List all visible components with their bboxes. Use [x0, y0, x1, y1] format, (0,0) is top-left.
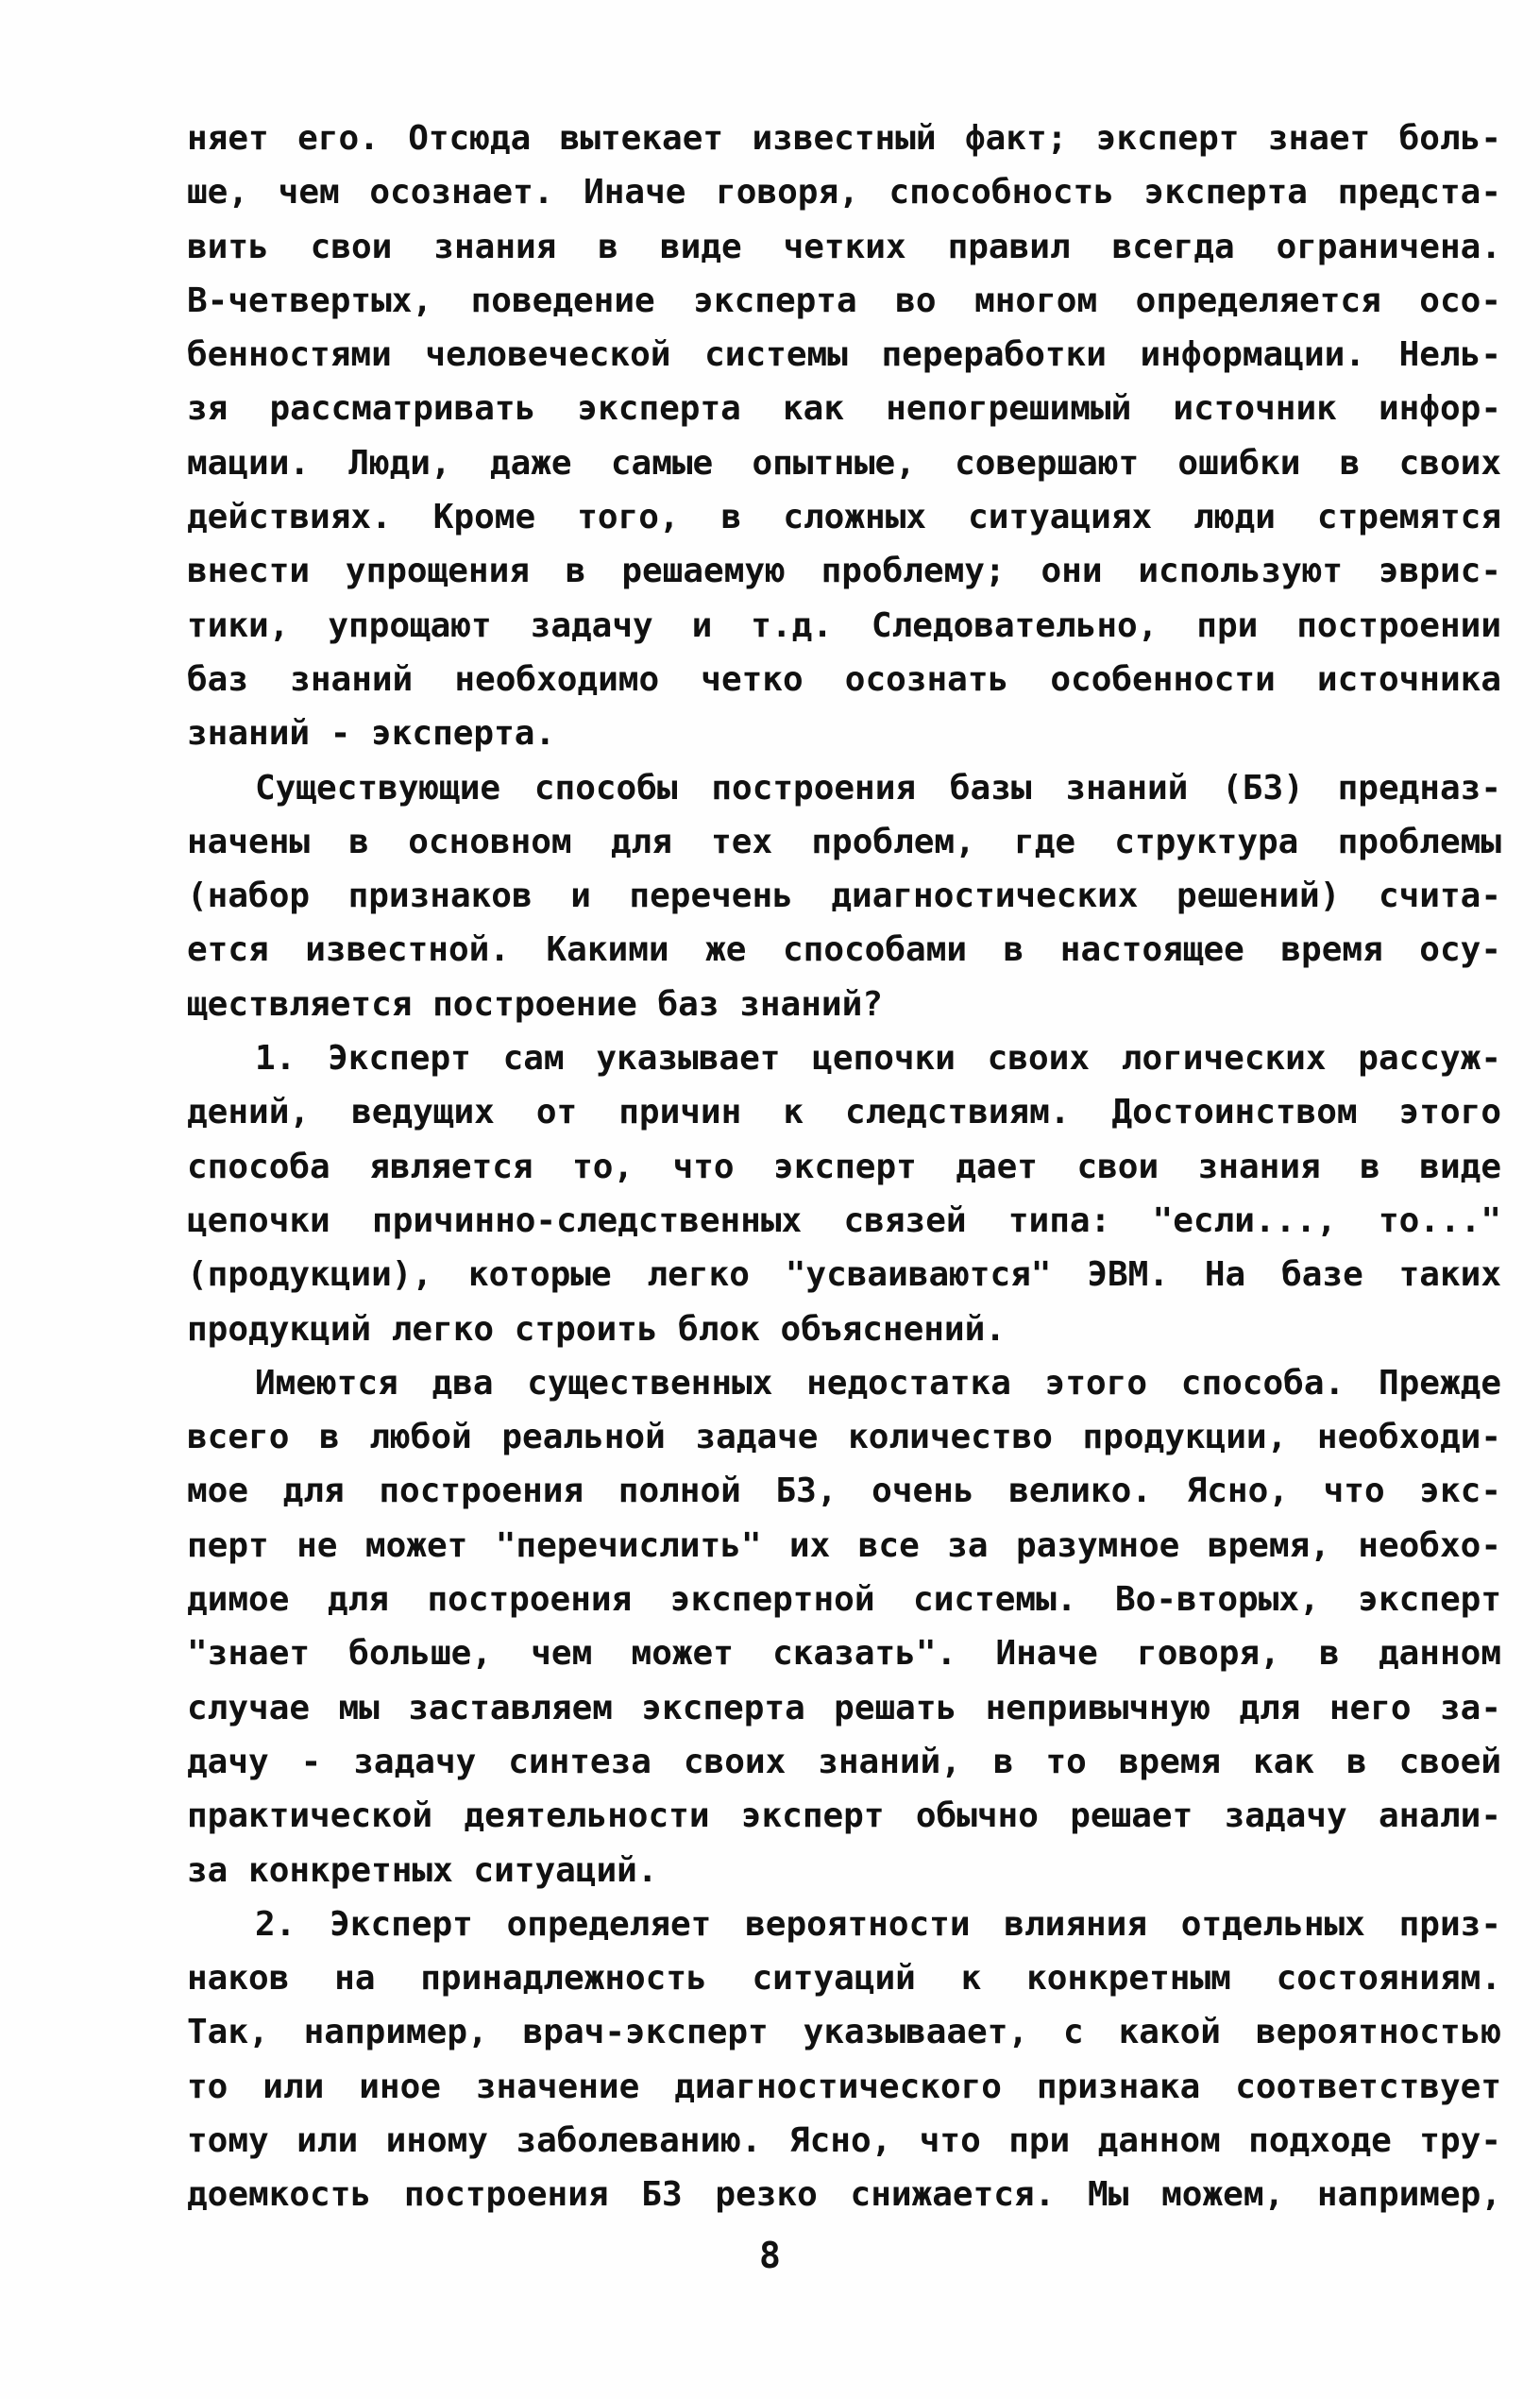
text-line: зя рассматривать эксперта как непогрешимый источник инфор-: [187, 389, 1501, 429]
text-line: ше, чем осознает. Иначе говоря, способность эксперта предста-: [187, 173, 1501, 213]
text-line: мое для построения полной БЗ, очень велико. Ясно, что экс-: [187, 1472, 1501, 1511]
text-line: тому или иному заболеванию. Ясно, что при данном подходе тру-: [187, 2120, 1501, 2160]
text-line: 1. Эксперт сам указывает цепочки своих логических рассуж-: [255, 1039, 1501, 1079]
text-line: бенностями человеческой системы переработки информации. Нель-: [187, 335, 1501, 375]
text-line: Имеются два существенных недостатка этого способа. Прежде: [255, 1363, 1501, 1403]
text-line: 2. Эксперт определяет вероятности влияния отдельных приз-: [255, 1904, 1501, 1944]
text-line: ется известной. Какими же способами в настоящее время осу-: [187, 930, 1501, 970]
text-line: няет его. Отсюда вытекает известный факт; эксперт знает боль-: [187, 119, 1501, 158]
text-line: случае мы заставляем эксперта решать непривычную для него за-: [187, 1688, 1501, 1727]
text-line: цепочки причинно-следственных связей типа: "если..., то...": [187, 1200, 1501, 1240]
page-number: 8: [759, 2235, 781, 2276]
text-line: дений, ведущих от причин к следствиям. Достоинством этого: [187, 1093, 1501, 1132]
text-line: способа является то, что эксперт дает свои знания в виде: [187, 1147, 1501, 1186]
text-line: (продукции), которые легко "усваиваются" ЭВМ. На базе таких: [187, 1255, 1501, 1295]
text-line: В-четвертых, поведение эксперта во многом определяется осо-: [187, 281, 1501, 320]
text-line: вить свои знания в виде четких правил всегда ограничена.: [187, 227, 1501, 266]
text-line: за конкретных ситуаций.: [187, 1850, 658, 1890]
text-line: ществляется построение баз знаний?: [187, 984, 883, 1024]
text-line: дачу - задачу синтеза своих знаний, в то время как в своей: [187, 1742, 1501, 1781]
text-line: мации. Люди, даже самые опытные, совершают ошибки в своих: [187, 443, 1501, 483]
text-line: баз знаний необходимо четко осознать особенности источника: [187, 659, 1501, 699]
text-line: (набор признаков и перечень диагностических решений) счита-: [187, 876, 1501, 916]
text-line: Так, например, врач-эксперт указываает, с какой вероятностью: [187, 2013, 1501, 2052]
text-line: знаний - эксперта.: [187, 714, 556, 754]
text-line: тики, упрощают задачу и т.д. Следовательно, при построении: [187, 605, 1501, 645]
text-line: наков на принадлежность ситуаций к конкретным состояниям.: [187, 1959, 1501, 1999]
text-line: действиях. Кроме того, в сложных ситуациях люди стремятся: [187, 498, 1501, 537]
text-line: "знает больше, чем может сказать". Иначе говоря, в данном: [187, 1634, 1501, 1674]
text-line: димое для построения экспертной системы. Во-вторых, эксперт: [187, 1580, 1501, 1620]
text-line: доемкость построения БЗ резко снижается. Мы можем, например,: [187, 2175, 1501, 2215]
text-line: перт не может "перечислить" их все за разумное время, необхо-: [187, 1525, 1501, 1565]
text-line: начены в основном для тех проблем, где структура проблемы: [187, 822, 1501, 861]
text-line: практической деятельности эксперт обычно решает задачу анали-: [187, 1796, 1501, 1836]
body-text: [187, 111, 1501, 2222]
text-line: внести упрощения в решаемую проблему; они используют эврис-: [187, 552, 1501, 591]
text-line: всего в любой реальной задаче количество продукции, необходи-: [187, 1418, 1501, 1457]
text-line: Существующие способы построения базы знаний (БЗ) предназ-: [255, 768, 1501, 808]
text-line: то или иное значение диагностического признака соответствует: [187, 2067, 1501, 2106]
text-line: продукций легко строить блок объяснений.: [187, 1309, 1006, 1349]
